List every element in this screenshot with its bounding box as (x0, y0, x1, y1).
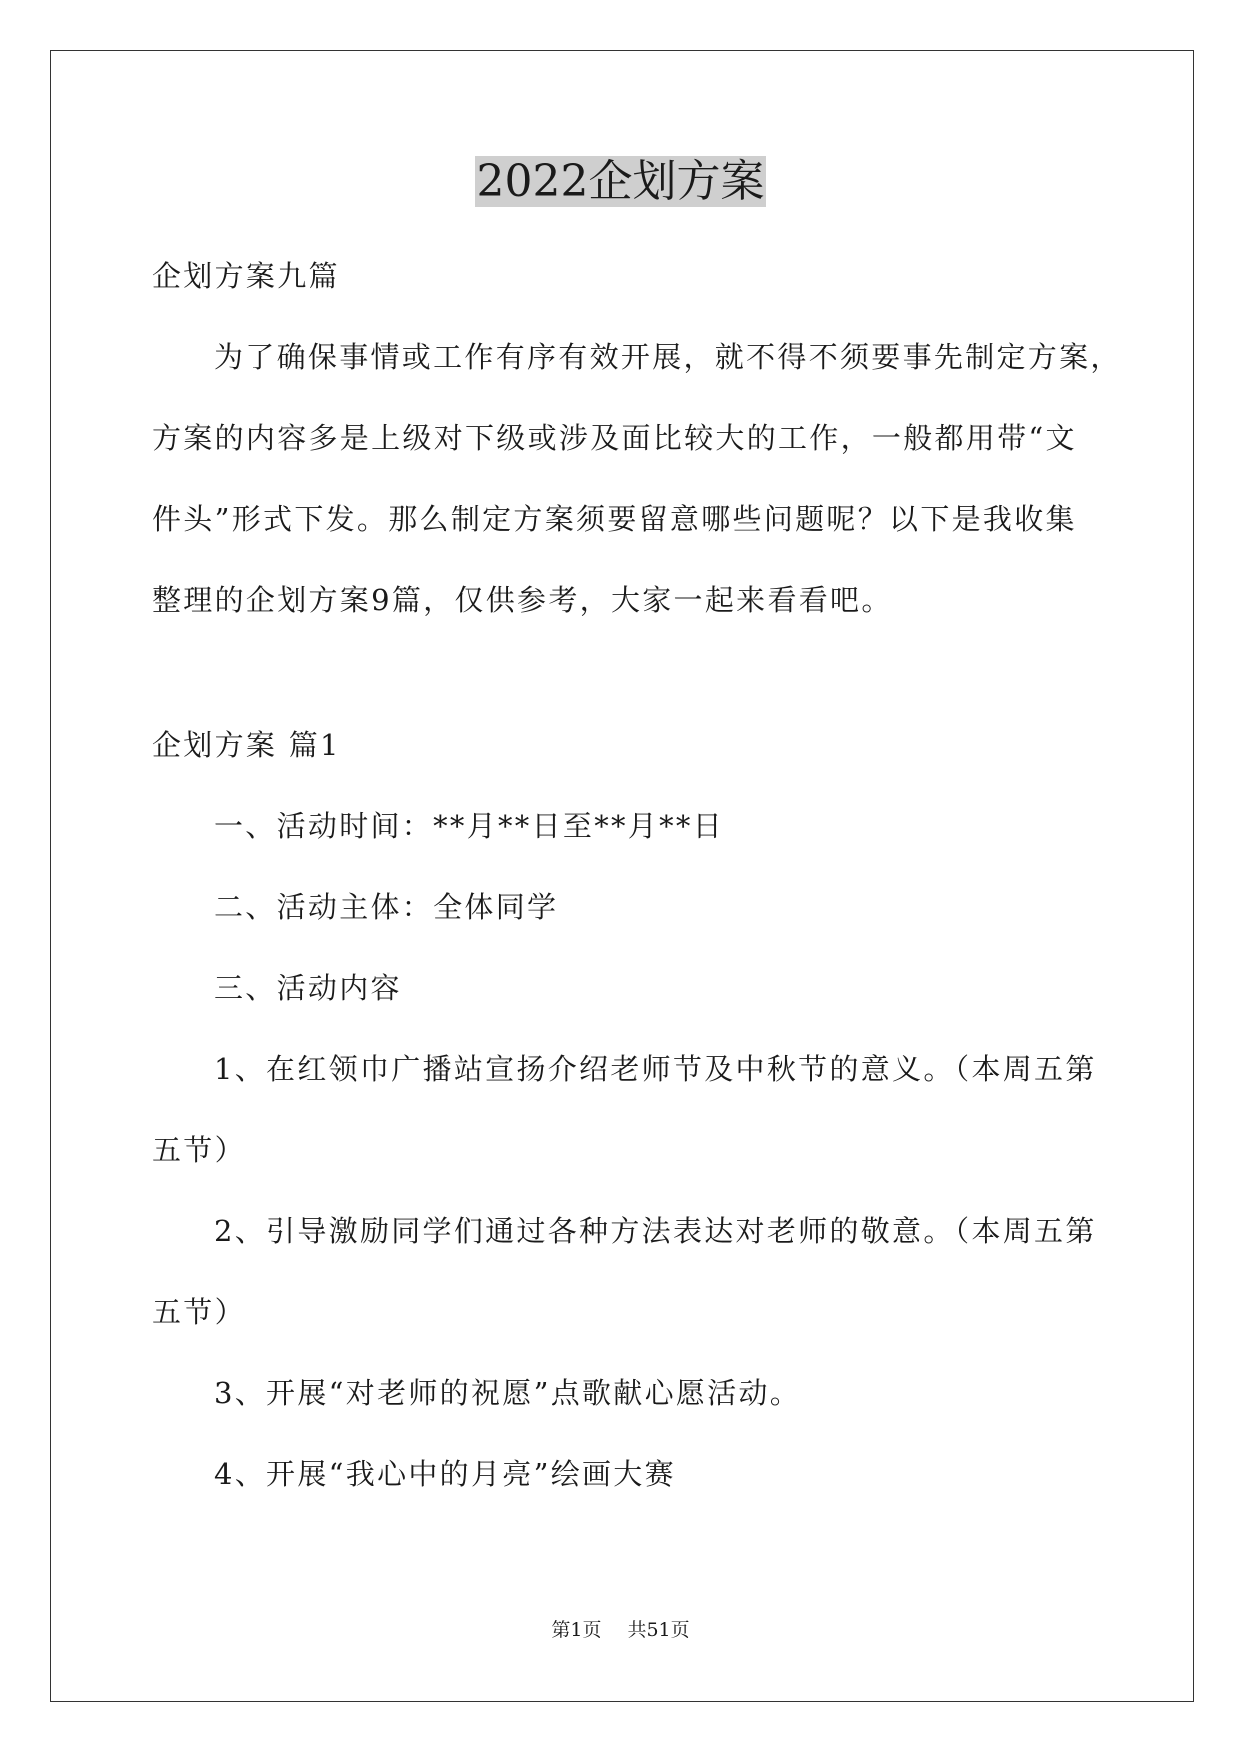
item-3: 3、开展“对老师的祝愿”点歌献心愿活动。 (214, 1376, 802, 1410)
intro-line-1: 为了确保事情或工作有序有效开展，就不得不须要事先制定方案， (214, 340, 1122, 374)
item-1-line-2: 五节） (152, 1133, 246, 1167)
subtitle: 企划方案九篇 (152, 259, 340, 293)
page-number: 第1页 (551, 1619, 602, 1641)
section-gap (152, 641, 1094, 705)
intro-line-4: 整理的企划方案9篇，仅供参考，大家一起来看看吧。 (152, 583, 893, 617)
document-body (152, 236, 1122, 1515)
document-title-text: 2022企划方案 (476, 156, 765, 207)
item-2-line-2: 五节） (152, 1295, 246, 1329)
intro-line-2: 方案的内容多是上级对下级或涉及面比较大的工作，一般都用带“文 (152, 421, 1077, 455)
page-footer (0, 1618, 1241, 1642)
item-content-heading: 三、活动内容 (214, 971, 402, 1005)
item-time: 一、活动时间：**月**日至**月**日 (214, 809, 725, 843)
item-1-line-1: 1、在红领巾广播站宣扬介绍老师节及中秋节的意义。（本周五第 (214, 1052, 1097, 1086)
item-4: 4、开展“我心中的月亮”绘画大赛 (214, 1457, 676, 1491)
page-total: 共51页 (627, 1619, 690, 1641)
intro-line-3: 件头”形式下发。那么制定方案须要留意哪些问题呢？以下是我收集 (152, 502, 1077, 536)
item-subject: 二、活动主体：全体同学 (214, 890, 559, 924)
item-2-line-1: 2、引导激励同学们通过各种方法表达对老师的敬意。（本周五第 (214, 1214, 1097, 1248)
section-heading: 企划方案 篇1 (152, 728, 341, 762)
document-title (0, 150, 1241, 214)
